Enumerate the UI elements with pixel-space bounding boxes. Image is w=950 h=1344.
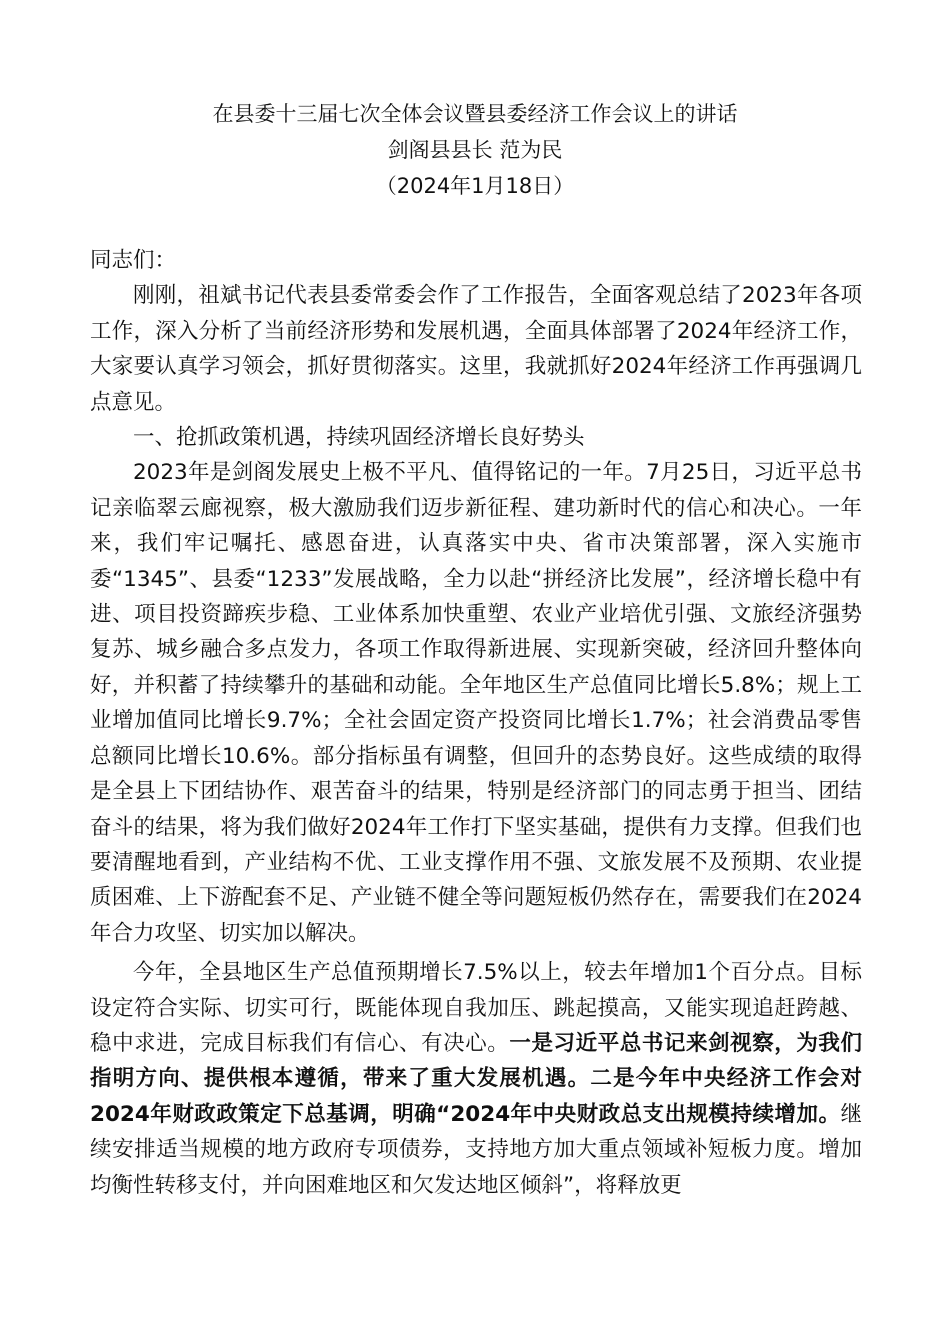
speech-title: 在县委十三届七次全体会议暨县委经济工作会议上的讲话 [212,102,738,126]
paragraph-opening: 刚刚，祖斌书记代表县委常委会作了工作报告，全面客观总结了2023年各项工作，深入分析了当前经济形势和发展机遇，全面具体部署了2024年经济工作，大家要认真学习领会，抓好贯彻落实。这里，我就抓好2024年经济工作再强调几点意见。 [90,283,862,415]
speaker-line: 剑阁县县长 范为民 [387,138,563,162]
document-header [0,96,950,204]
paragraph-outlook-2024 [90,955,862,1203]
speech-date: （2024年1月18日） [375,174,575,198]
paragraph-outlook-text-b: 继续安排适当规模的地方政府专项债券，支持地方加大重点领域补短板力度。增加均衡性转移支付，并向困难地区和欠发达地区倾斜”，将释放更 [90,1101,862,1198]
section-heading-1: 一、抢抓政策机遇，持续巩固经济增长良好势头 [133,425,585,451]
paragraph-outlook-text-a: 今年，全县地区生产总值预期增长7.5%以上，较去年增加1个百分点。目标设定符合实际、切实可行，既能体现自我加压、跳起摸高，又能实现追赶跨越、稳中求进，完成目标我们有信心、有决心。 [90,960,862,1056]
salutation: 同志们： [90,248,177,273]
document-body [90,243,862,1203]
paragraph-review-2023: 2023年是剑阁发展史上极不平凡、值得铭记的一年。7月25日，习近平总书记亲临翠云廊视察，极大激励我们迈步新征程、建功新时代的信心和决心。一年来，我们牢记嘱托、感恩奋进，认真落实中央、省市决策部署，深入实施市委“1345”、县委“1233”发展战略，全力以赴“拼经济比发展”，经济增长稳中有进、项目投资蹄疾步稳、工业体系加快重塑、农业产业培优引强、文旅经济强势复苏、城乡融合多点发力，各项工作取得新进展、实现新突破，经济回升整体向好，并积蓄了持续攀升的基础和动能。全年地区生产总值同比增长5.8%；规上工业增加值同比增长9.7%；全社会固定资产投资同比增长1.7%；社会消费品零售总额同比增长10.6%。部分指标虽有调整，但回升的态势良好。这些成绩的取得是全县上下团结协作、艰苦奋斗的结果，特别是经济部门的同志勇于担当、团结奋斗的结果，将为我们做好2024年工作打下坚实基础，提供有力支撑。但我们也要清醒地看到，产业结构不优、工业支撑作用不强、文旅发展不及预期、农业提质困难、上下游配套不足、产业链不健全等问题短板仍然存在，需要我们在2024年合力攻坚、切实加以解决。 [90,460,862,946]
paragraph-outlook-bold: 一是习近平总书记来剑视察，为我们指明方向、提供根本遵循，带来了重大发展机遇。二是今年中央经济工作会对2024年财政政策定下总基调，明确“2024年中央财政总支出规模持续增加。 [90,1030,862,1127]
